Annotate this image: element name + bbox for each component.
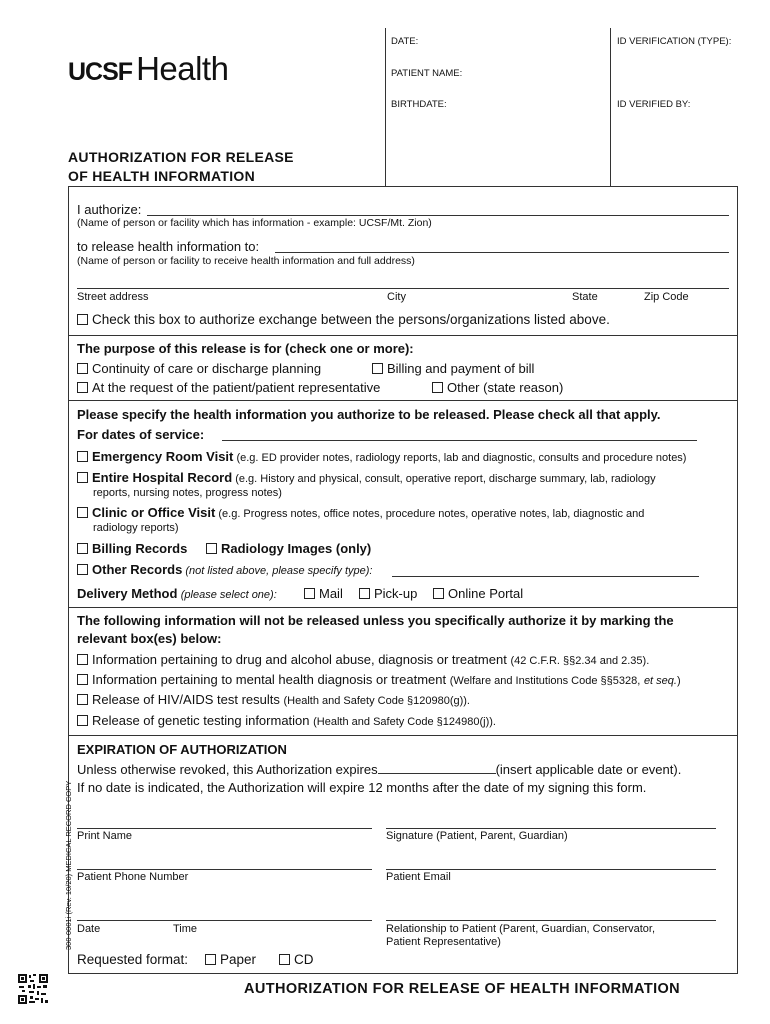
exchange-checkbox[interactable] bbox=[77, 314, 88, 325]
mental-code-etseq: et seq. bbox=[643, 675, 677, 687]
clinic-detail: (e.g. Progress notes, office notes, procedure notes, operative notes, lab, diagnostic and bbox=[218, 508, 645, 520]
footer-title: AUTHORIZATION FOR RELEASE OF HEALTH INFORMATION bbox=[244, 981, 681, 997]
hospital-row bbox=[77, 470, 656, 485]
i-authorize-hint: (Name of person or facility which has information - example: UCSF/Mt. Zion) bbox=[77, 217, 432, 229]
date-time-field[interactable] bbox=[77, 920, 372, 921]
other-records-field[interactable] bbox=[392, 576, 699, 577]
hospital-label: Entire Hospital Record bbox=[92, 470, 233, 485]
print-name-field[interactable] bbox=[77, 828, 372, 829]
divider bbox=[69, 335, 737, 336]
delivery-hint: (please select one): bbox=[180, 589, 277, 601]
hospital-detail-2: reports, nursing notes, progress notes) bbox=[93, 487, 282, 499]
paper-label: Paper bbox=[220, 952, 257, 967]
drug-checkbox[interactable] bbox=[77, 654, 88, 665]
special-heading-1: The following information will not be released unless you specifically authorize it by marking the bbox=[77, 613, 674, 628]
genetic-row bbox=[77, 713, 496, 728]
patient-request-checkbox[interactable] bbox=[77, 382, 88, 393]
billing-records-row bbox=[77, 541, 187, 556]
id-verified-by-label: ID VERIFIED BY: bbox=[617, 99, 691, 110]
title-line-1: AUTHORIZATION FOR RELEASE bbox=[68, 149, 294, 165]
billing-checkbox[interactable] bbox=[372, 363, 383, 374]
er-checkbox[interactable] bbox=[77, 451, 88, 462]
genetic-checkbox[interactable] bbox=[77, 715, 88, 726]
mental-checkbox[interactable] bbox=[77, 674, 88, 685]
mail-label: Mail bbox=[319, 586, 343, 601]
online-portal-checkbox[interactable] bbox=[433, 588, 444, 599]
cd-row bbox=[279, 952, 314, 967]
qr-code-icon bbox=[18, 974, 48, 1004]
divider bbox=[69, 735, 737, 736]
relationship-label-1: Relationship to Patient (Parent, Guardian, Conservator, bbox=[386, 923, 656, 935]
other-records-row bbox=[77, 562, 372, 577]
email-field[interactable] bbox=[386, 869, 716, 870]
ucsf-health-logo bbox=[68, 50, 228, 88]
genetic-label: Release of genetic testing information bbox=[92, 713, 310, 728]
street-label: Street address bbox=[77, 291, 149, 303]
purpose-billing-row bbox=[372, 361, 534, 376]
hiv-row bbox=[77, 692, 470, 707]
logo-ucsf: UCSF bbox=[68, 58, 133, 86]
relationship-field[interactable] bbox=[386, 920, 716, 921]
release-to-label: to release health information to: bbox=[77, 239, 260, 254]
er-detail: (e.g. ED provider notes, radiology reports, lab and diagnostic, consults and procedure notes) bbox=[236, 452, 687, 464]
drug-label: Information pertaining to drug and alcohol abuse, diagnosis or treatment bbox=[92, 652, 507, 667]
mental-label: Information pertaining to mental health diagnosis or treatment bbox=[92, 672, 447, 687]
expiration-line-1a: Unless otherwise revoked, this Authorization expires bbox=[77, 762, 378, 777]
date-label: DATE: bbox=[391, 36, 419, 47]
drug-row bbox=[77, 652, 649, 667]
clinic-label: Clinic or Office Visit bbox=[92, 505, 216, 520]
delivery-online-row bbox=[433, 586, 523, 601]
hospital-detail: (e.g. History and physical, consult, operative report, discharge summary, lab, radiology bbox=[235, 473, 656, 485]
id-verification-label: ID VERIFICATION (TYPE): bbox=[617, 36, 732, 47]
continuity-label: Continuity of care or discharge planning bbox=[92, 361, 322, 376]
hospital-checkbox[interactable] bbox=[77, 472, 88, 483]
other-reason-checkbox[interactable] bbox=[432, 382, 443, 393]
document-title bbox=[68, 148, 294, 186]
billing-label: Billing and payment of bill bbox=[387, 361, 535, 376]
date-label-bottom: Date bbox=[77, 923, 101, 935]
divider bbox=[69, 607, 737, 608]
expiration-heading: EXPIRATION OF AUTHORIZATION bbox=[77, 742, 287, 757]
form-box bbox=[68, 186, 738, 974]
logo-health: Health bbox=[136, 50, 229, 87]
expiration-line-1 bbox=[77, 762, 681, 777]
continuity-checkbox[interactable] bbox=[77, 363, 88, 374]
mental-row bbox=[77, 672, 681, 687]
radiology-images-checkbox[interactable] bbox=[206, 543, 217, 554]
i-authorize-label: I authorize: bbox=[77, 202, 142, 217]
radiology-images-label: Radiology Images (only) bbox=[221, 541, 372, 556]
pickup-checkbox[interactable] bbox=[359, 588, 370, 599]
clinic-checkbox[interactable] bbox=[77, 507, 88, 518]
clinic-row bbox=[77, 505, 644, 520]
requested-format-row bbox=[77, 952, 188, 967]
patient-name-label: PATIENT NAME: bbox=[391, 68, 463, 79]
cd-label: CD bbox=[294, 952, 314, 967]
requested-format-label: Requested format: bbox=[77, 952, 189, 967]
delivery-label: Delivery Method bbox=[77, 586, 178, 601]
email-label: Patient Email bbox=[386, 871, 451, 883]
other-records-hint: (not listed above, please specify type): bbox=[185, 565, 373, 577]
radiology-images-row bbox=[206, 541, 371, 556]
hiv-label: Release of HIV/AIDS test results bbox=[92, 692, 280, 707]
birthdate-label: BIRTHDATE: bbox=[391, 99, 447, 110]
phone-field[interactable] bbox=[77, 869, 372, 870]
er-label: Emergency Room Visit bbox=[92, 449, 234, 464]
city-label: City bbox=[387, 291, 406, 303]
mental-code-end: ) bbox=[676, 675, 681, 687]
paper-checkbox[interactable] bbox=[205, 954, 216, 965]
delivery-mail-row bbox=[304, 586, 343, 601]
form-number-side-text: 300-0001i (Rev. 10/20) MEDICAL RECORD COPY bbox=[64, 780, 73, 950]
print-name-label: Print Name bbox=[77, 830, 133, 842]
i-authorize-field[interactable] bbox=[147, 215, 729, 216]
billing-records-label: Billing Records bbox=[92, 541, 188, 556]
relationship-label-2: Patient Representative) bbox=[386, 936, 501, 948]
address-field[interactable] bbox=[77, 288, 729, 289]
patient-request-label: At the request of the patient/patient representative bbox=[92, 380, 381, 395]
hiv-code: (Health and Safety Code §120980(g)). bbox=[283, 695, 470, 707]
drug-code: (42 C.F.R. §§2.34 and 2.35). bbox=[510, 655, 650, 667]
pickup-label: Pick-up bbox=[374, 586, 418, 601]
genetic-code: (Health and Safety Code §124980(j)). bbox=[313, 716, 496, 728]
dates-of-service-field[interactable] bbox=[222, 440, 697, 441]
other-reason-label: Other (state reason) bbox=[447, 380, 564, 395]
zip-label: Zip Code bbox=[644, 291, 689, 303]
other-records-label: Other Records bbox=[92, 562, 183, 577]
purpose-continuity-row bbox=[77, 361, 321, 376]
exchange-checkbox-row bbox=[77, 312, 610, 327]
purpose-heading: The purpose of this release is for (check one or more): bbox=[77, 341, 414, 356]
cd-checkbox[interactable] bbox=[279, 954, 290, 965]
expiration-line-2: If no date is indicated, the Authorization will expire 12 months after the date of my signing this form. bbox=[77, 780, 647, 795]
state-label: State bbox=[572, 291, 598, 303]
dates-of-service-label: For dates of service: bbox=[77, 427, 205, 442]
billing-records-checkbox[interactable] bbox=[77, 543, 88, 554]
er-row bbox=[77, 449, 686, 464]
mail-checkbox[interactable] bbox=[304, 588, 315, 599]
divider bbox=[69, 400, 737, 401]
delivery-pickup-row bbox=[359, 586, 417, 601]
header-divider-right bbox=[610, 28, 611, 186]
phone-label: Patient Phone Number bbox=[77, 871, 189, 883]
other-records-checkbox[interactable] bbox=[77, 564, 88, 575]
signature-label: Signature (Patient, Parent, Guardian) bbox=[386, 830, 568, 842]
expiration-date-field[interactable] bbox=[378, 762, 496, 774]
mental-code: (Welfare and Institutions Code §§5328, bbox=[449, 675, 641, 687]
header-divider-left bbox=[385, 28, 386, 186]
signature-field[interactable] bbox=[386, 828, 716, 829]
info-heading: Please specify the health information you authorize to be released. Please check all that apply. bbox=[77, 407, 661, 422]
release-to-hint: (Name of person or facility to receive health information and full address) bbox=[77, 255, 415, 267]
exchange-label: Check this box to authorize exchange between the persons/organizations listed above. bbox=[92, 312, 610, 327]
hiv-checkbox[interactable] bbox=[77, 694, 88, 705]
release-to-field[interactable] bbox=[275, 252, 729, 253]
delivery-row bbox=[77, 586, 277, 601]
special-heading-2: relevant box(es) below: bbox=[77, 631, 222, 646]
purpose-other-row bbox=[432, 380, 563, 395]
online-portal-label: Online Portal bbox=[448, 586, 524, 601]
purpose-patient-request-row bbox=[77, 380, 380, 395]
time-label: Time bbox=[173, 923, 198, 935]
clinic-detail-2: radiology reports) bbox=[93, 522, 179, 534]
expiration-line-1b: (insert applicable date or event). bbox=[495, 762, 682, 777]
paper-row bbox=[205, 952, 256, 967]
title-line-2: OF HEALTH INFORMATION bbox=[68, 168, 255, 184]
